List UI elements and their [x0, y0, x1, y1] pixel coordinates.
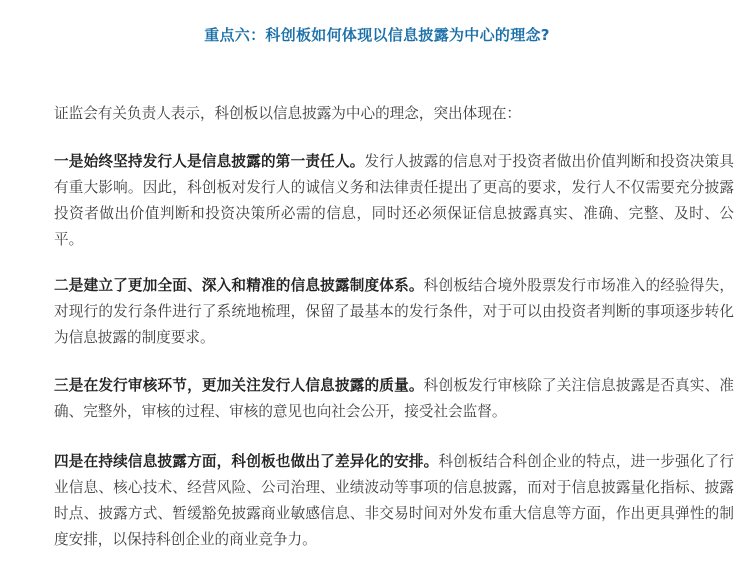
- paragraph-2-lead: 二是建立了更加全面、深入和精准的信息披露制度体系。: [54, 277, 424, 294]
- paragraph-4-body: 科创板结合科创企业的特点，进一步强化了行业信息、核心技术、经营风险、公司治理、业绩波动等事项的信息披露，而对于信息披露量化指标、披露时点、披露方式、暂缓豁免披露商业敏感信息、非交易时间对外发布重大信息等方面，作出更具弹性的制度安排，以保持科创企业的商业竞争力。: [54, 453, 734, 548]
- paragraph-2-body: 科创板结合境外股票发行市场准入的经验得失，对现行的发行条件进行了系统地梳理，保留了最基本的发行条件，对于可以由投资者判断的事项逐步转化为信息披露的制度要求。: [54, 277, 734, 346]
- paragraph-3-lead: 三是在发行审核环节，更加关注发行人信息披露的质量。: [54, 377, 424, 394]
- paragraph-1: [54, 149, 734, 253]
- paragraph-2: [54, 273, 734, 351]
- section-heading: 重点六：科创板如何体现以信息披露为中心的理念?: [204, 26, 550, 44]
- paragraph-1-lead: 一是始终坚持发行人是信息披露的第一责任人。: [54, 153, 365, 170]
- paragraph-1-body: 发行人披露的信息对于投资者做出价值判断和投资决策具有重大影响。因此，科创板对发行人的诚信义务和法律责任提出了更高的要求，发行人不仅需要充分披露投资者做出价值判断和投资决策所必需的信息，同时还必须保证信息披露真实、准确、完整、及时、公平。: [54, 153, 734, 248]
- paragraph-3: [54, 373, 734, 425]
- paragraph-4-lead: 四是在持续信息披露方面，科创板也做出了差异化的安排。: [54, 453, 439, 470]
- intro-paragraph: 证监会有关负责人表示，科创板以信息披露为中心的理念，突出体现在：: [54, 105, 522, 122]
- paragraph-4: [54, 449, 734, 553]
- paragraph-3-body: 科创板发行审核除了关注信息披露是否真实、准确、完整外，审核的过程、审核的意见也向社会公开，接受社会监督。: [54, 377, 734, 420]
